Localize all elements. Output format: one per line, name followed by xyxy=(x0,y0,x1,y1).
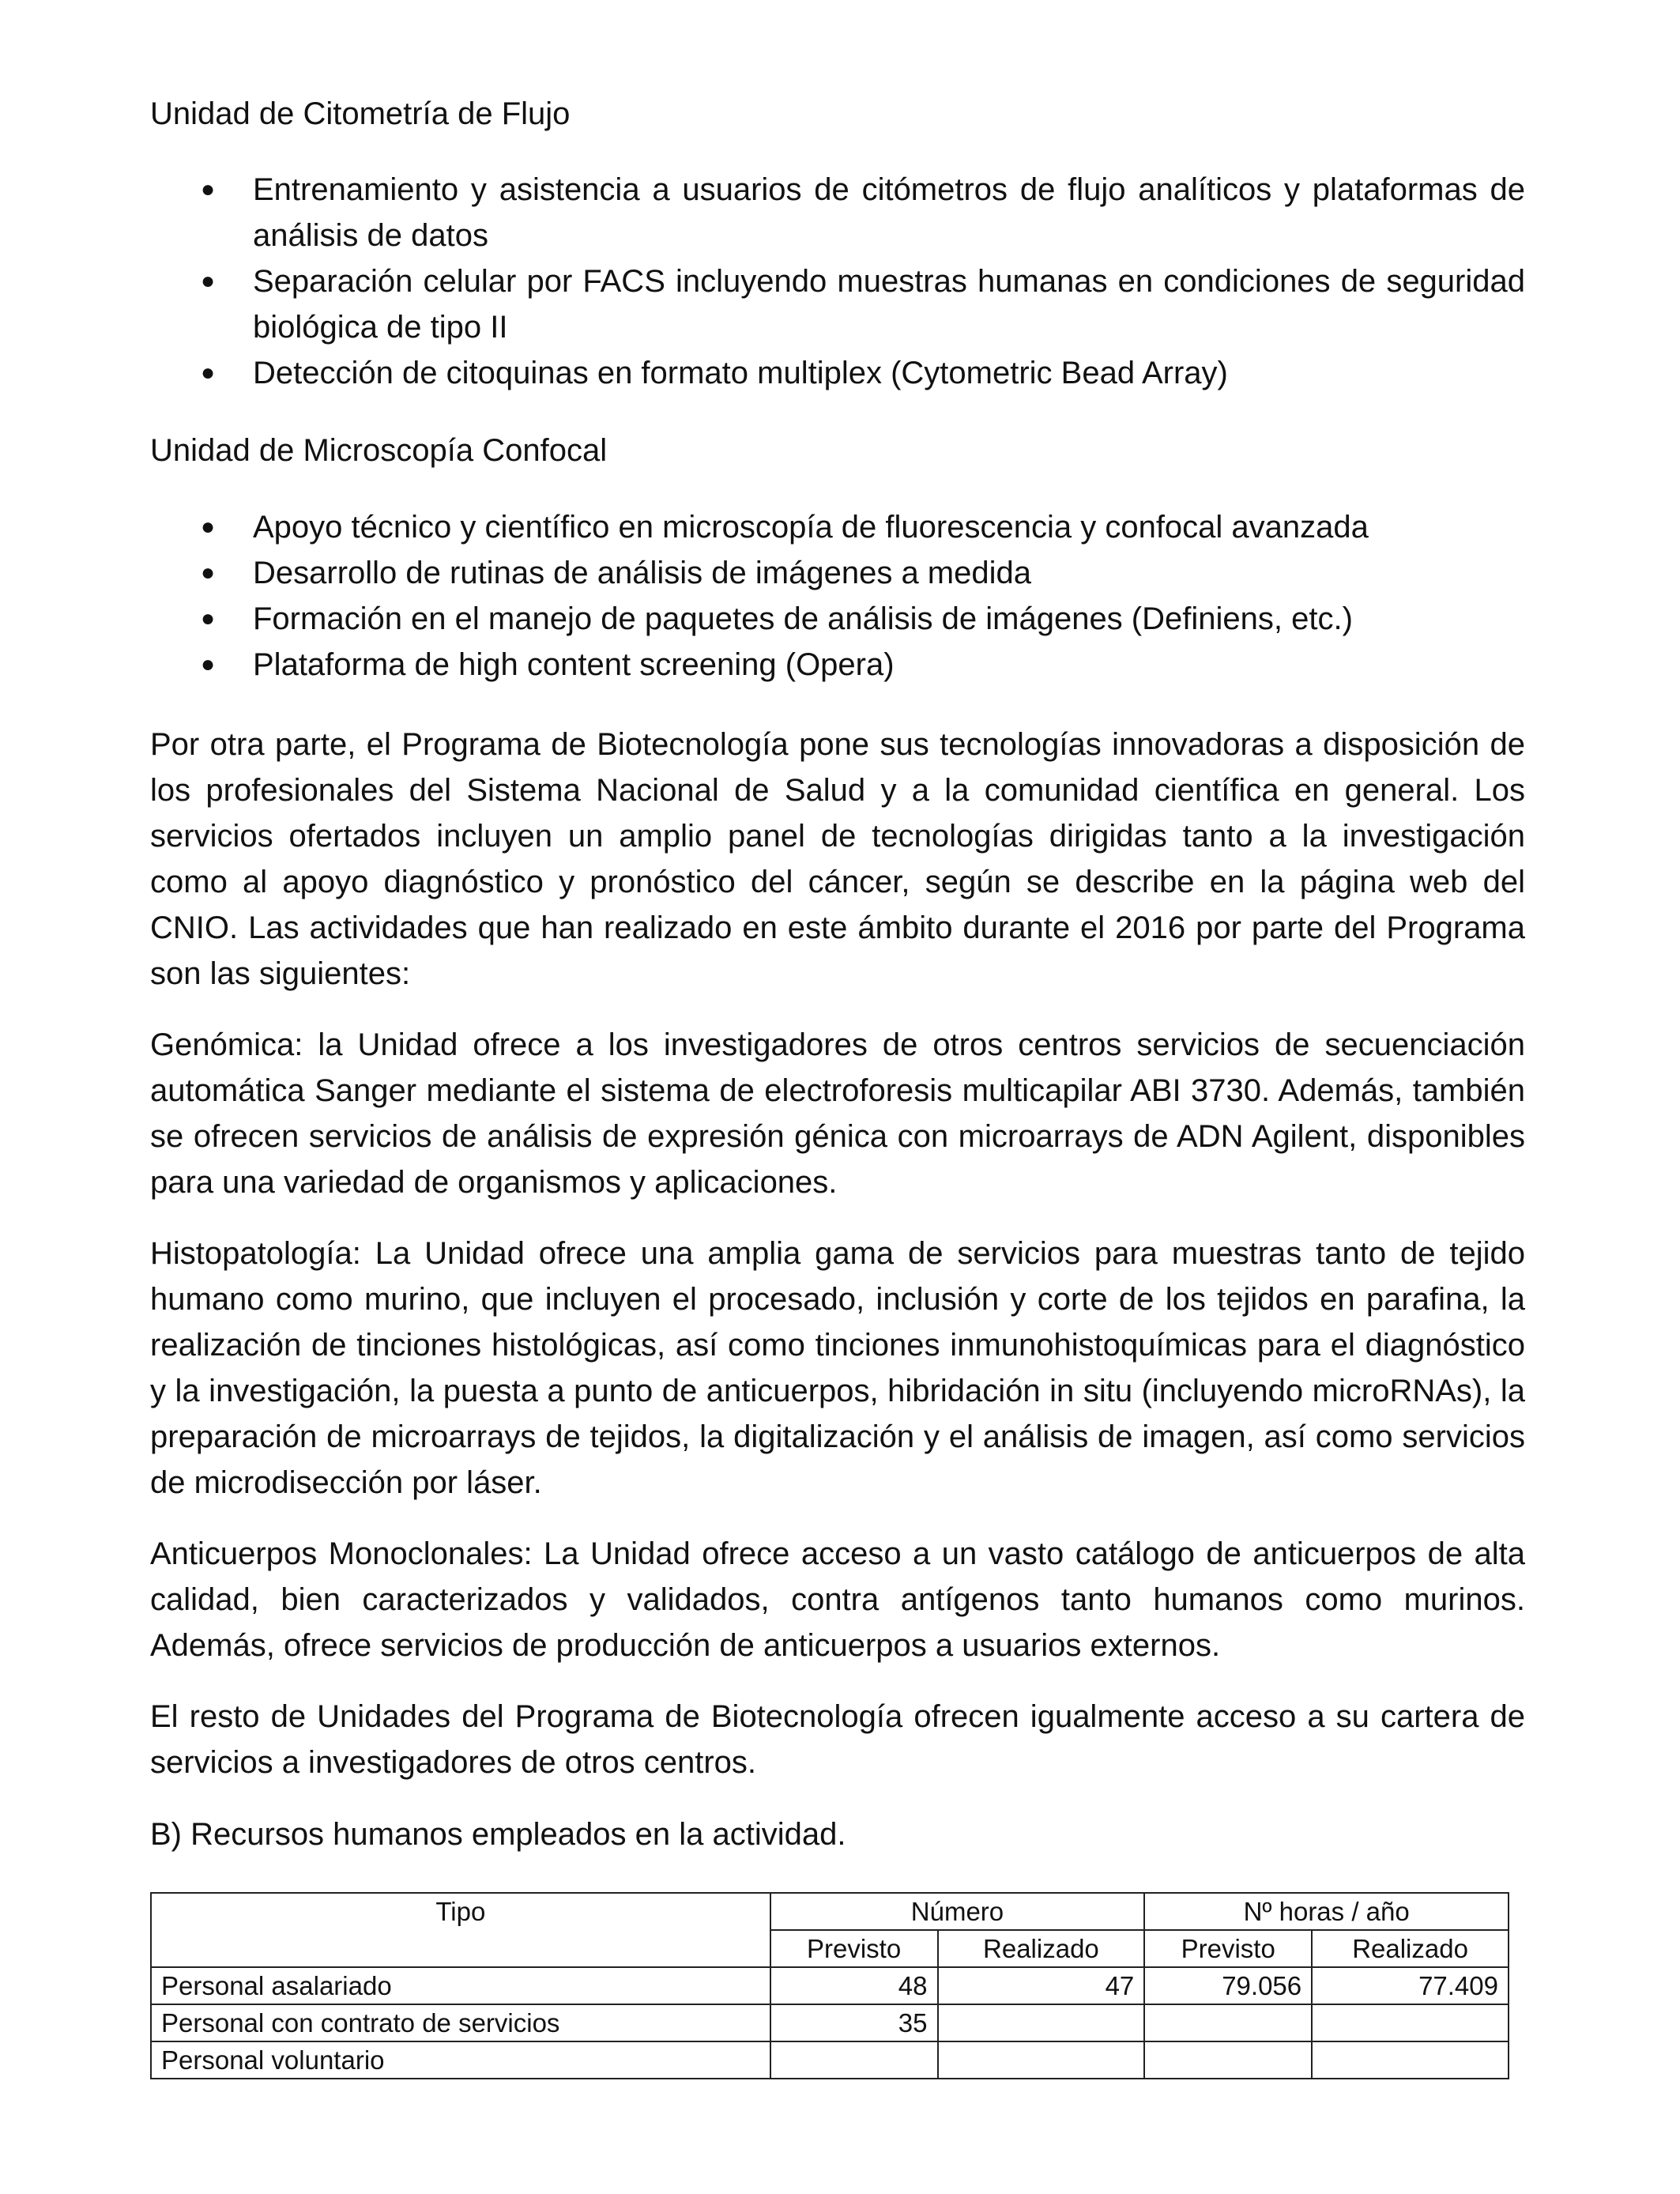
cell-horas-previsto xyxy=(1144,2004,1312,2041)
cell-num-realizado: 47 xyxy=(938,1967,1145,2004)
header-numero: Número xyxy=(770,1893,1145,1930)
bullet-icon: ● xyxy=(201,268,216,294)
bullet-icon: ● xyxy=(201,176,216,202)
cell-tipo: Personal con contrato de servicios xyxy=(151,2004,770,2041)
paragraph-histopathology: Histopatología: La Unidad ofrece una amplia gama de servicios para muestras tanto de tejido humano como murino, que incluyen el procesado, inclusión y corte de los tejidos en parafina, la realización de tinciones histológicas, así como tinciones inmunohistoquímicas para el diagnóstico y la investigación, la puesta a punto de anticuerpos, hibridación in situ (incluyendo microRNAs), la preparación de microarrays de tejidos, la digitalización y el análisis de imagen, así como servicios de microdisección por láser. xyxy=(150,1236,1525,1500)
bullet-icon: ● xyxy=(201,560,216,586)
confocal-list xyxy=(150,504,1525,688)
cell-num-realizado xyxy=(938,2004,1145,2041)
section-title-confocal: Unidad de Microscopía Confocal xyxy=(150,433,608,468)
list-item: ● Plataforma de high content screening (Opera) xyxy=(150,642,1525,688)
list-item: ● Detección de citoquinas en formato multiplex (Cytometric Bead Array) xyxy=(150,350,1525,396)
section-heading-human-resources: B) Recursos humanos empleados en la actividad. xyxy=(150,1817,846,1852)
cell-horas-realizado xyxy=(1312,2041,1509,2079)
subheader-previsto: Previsto xyxy=(1144,1930,1312,1967)
list-item: ● Apoyo técnico y científico en microscopía de fluorescencia y confocal avanzada xyxy=(150,504,1525,550)
paragraph-biotech-intro: Por otra parte, el Programa de Biotecnología pone sus tecnologías innovadoras a disposición de los profesionales del Sistema Nacional de Salud y a la comunidad científica en general. Los servicios ofertados incluyen un amplio panel de tecnologías dirigidas tanto a la investigación como al apoyo diagnóstico y pronóstico del cáncer, según se describe en la página web del CNIO. Las actividades que han realizado en este ámbito durante el 2016 por parte del Programa son las siguientes: xyxy=(150,727,1525,991)
cell-num-previsto: 35 xyxy=(770,2004,938,2041)
bullet-icon: ● xyxy=(201,651,216,677)
cell-num-realizado xyxy=(938,2041,1145,2079)
cell-horas-realizado: 77.409 xyxy=(1312,1967,1509,2004)
section-title-flow-cytometry: Unidad de Citometría de Flujo xyxy=(150,96,571,131)
cell-horas-previsto: 79.056 xyxy=(1144,1967,1312,2004)
list-item: ● Formación en el manejo de paquetes de análisis de imágenes (Definiens, etc.) xyxy=(150,596,1525,642)
paragraph-monoclonal-antibodies: Anticuerpos Monoclonales: La Unidad ofrece acceso a un vasto catálogo de anticuerpos de alta calidad, bien caracterizados y validados, contra antígenos tanto humanos como murinos. Además, ofrece servicios de producción de anticuerpos a usuarios externos. xyxy=(150,1536,1525,1663)
cell-tipo: Personal asalariado xyxy=(151,1967,770,2004)
list-item: ● Entrenamiento y asistencia a usuarios de citómetros de flujo analíticos y plataformas de análisis de datos xyxy=(150,167,1525,258)
cell-horas-realizado xyxy=(1312,2004,1509,2041)
table-row xyxy=(151,1967,1509,2004)
bullet-icon: ● xyxy=(201,605,216,631)
bullet-icon: ● xyxy=(201,360,216,386)
cell-num-previsto xyxy=(770,2041,938,2079)
cell-num-previsto: 48 xyxy=(770,1967,938,2004)
header-horas: Nº horas / año xyxy=(1144,1893,1509,1930)
subheader-realizado: Realizado xyxy=(1312,1930,1509,1967)
table-row xyxy=(151,2041,1509,2079)
subheader-realizado: Realizado xyxy=(938,1930,1145,1967)
bullet-icon: ● xyxy=(201,514,216,540)
table-row xyxy=(151,2004,1509,2041)
list-item: ● Separación celular por FACS incluyendo muestras humanas en condiciones de seguridad biológica de tipo II xyxy=(150,258,1525,350)
paragraph-genomics: Genómica: la Unidad ofrece a los investigadores de otros centros servicios de secuenciación automática Sanger mediante el sistema de electroforesis multicapilar ABI 3730. Además, también se ofrecen servicios de análisis de expresión génica con microarrays de ADN Agilent, disponibles para una variedad de organismos y aplicaciones. xyxy=(150,1027,1525,1200)
subheader-previsto: Previsto xyxy=(770,1930,938,1967)
cell-horas-previsto xyxy=(1144,2041,1312,2079)
list-item: ● Desarrollo de rutinas de análisis de imágenes a medida xyxy=(150,550,1525,596)
cell-tipo: Personal voluntario xyxy=(151,2041,770,2079)
header-tipo: Tipo xyxy=(151,1893,770,1967)
paragraph-other-units: El resto de Unidades del Programa de Biotecnología ofrecen igualmente acceso a su cartera de servicios a investigadores de otros centros. xyxy=(150,1699,1525,1780)
table-header-row xyxy=(151,1893,1509,1930)
flow-cytometry-list xyxy=(150,167,1525,396)
human-resources-table xyxy=(150,1892,1509,2079)
